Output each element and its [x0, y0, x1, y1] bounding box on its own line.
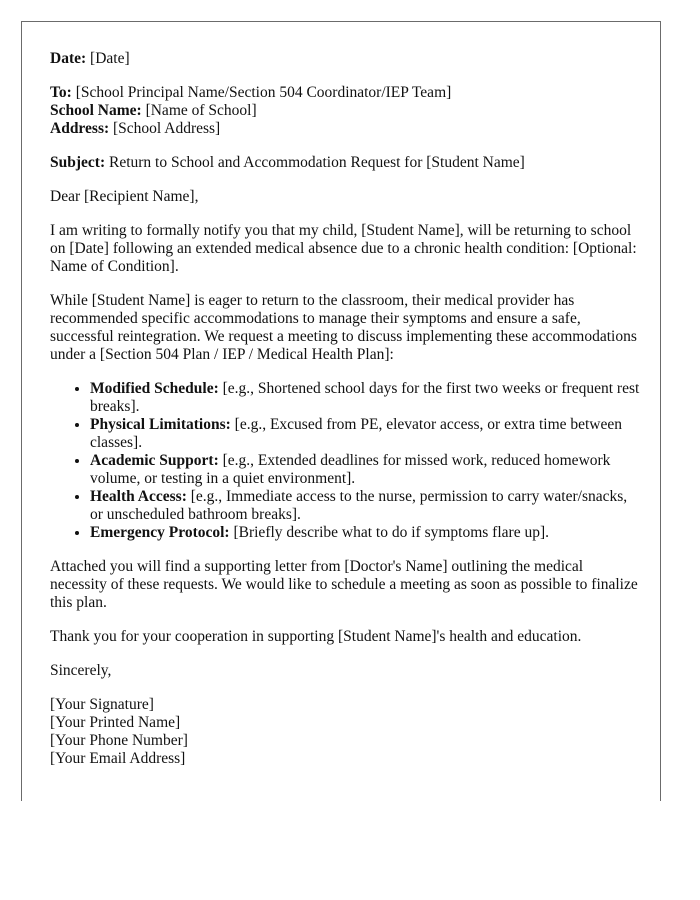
accommodation-label: Academic Support: [90, 452, 219, 469]
request-paragraph: While [Student Name] is eager to return to the classroom, their medical provider has recommended specific accommodations to manage their symptoms and ensure a safe, successful reintegration. We request a meeting to discuss implementing these accommodations under a [Section 504 Plan / IEP / Medical Health Plan]: [50, 292, 637, 363]
to-line [50, 84, 640, 102]
subject-value: Return to School and Accommodation Request for [Student Name] [108, 154, 525, 171]
subject-line [50, 154, 640, 172]
letter-content [50, 50, 640, 768]
attachment-paragraph: Attached you will find a supporting letter from [Doctor's Name] outlining the medical necessity of these requests. We would like to schedule a meeting as soon as possible to finalize this plan. [50, 558, 638, 611]
accommodation-item [90, 380, 640, 416]
address-label: Address: [50, 120, 110, 137]
to-label: To: [50, 84, 72, 101]
school-name-line [50, 102, 640, 120]
date-line [50, 50, 640, 68]
salutation: Dear [Recipient Name], [50, 188, 199, 205]
thanks-paragraph: Thank you for your cooperation in supporting [Student Name]'s health and education. [50, 628, 582, 645]
accommodation-text: [e.g., Immediate access to the nurse, permission to carry water/snacks, or unscheduled bathroom breaks]. [90, 488, 628, 523]
date-value: [Date] [90, 50, 130, 67]
accommodation-item [90, 416, 640, 452]
subject-label: Subject: [50, 154, 106, 171]
accommodation-item [90, 452, 640, 488]
accommodation-text: [e.g., Excused from PE, elevator access, or extra time between classes]. [90, 416, 623, 451]
phone-line: [Your Phone Number] [50, 732, 188, 749]
accommodation-item [90, 488, 640, 524]
accommodation-text: [e.g., Shortened school days for the first two weeks or frequent rest breaks]. [90, 380, 640, 415]
closing: Sincerely, [50, 662, 112, 679]
to-value: [School Principal Name/Section 504 Coordinator/IEP Team] [75, 84, 452, 101]
accommodation-list [50, 380, 640, 542]
date-label: Date: [50, 50, 87, 67]
printed-name-line: [Your Printed Name] [50, 714, 181, 731]
accommodation-item [90, 524, 640, 542]
school-name-value: [Name of School] [145, 102, 257, 119]
accommodation-label: Modified Schedule: [90, 380, 219, 397]
accommodation-label: Health Access: [90, 488, 187, 505]
recipient-block [50, 84, 640, 138]
email-line: [Your Email Address] [50, 750, 186, 767]
letter-page [21, 21, 661, 801]
intro-paragraph: I am writing to formally notify you that my child, [Student Name], will be returning to school on [Date] following an extended medical absence due to a chronic health condition: [Optional: Name of Condition]. [50, 222, 637, 275]
signature-block [50, 696, 640, 768]
accommodation-label: Emergency Protocol: [90, 524, 230, 541]
address-line [50, 120, 640, 138]
accommodation-text: [Briefly describe what to do if symptoms flare up]. [233, 524, 549, 541]
address-value: [School Address] [113, 120, 221, 137]
signature-line: [Your Signature] [50, 696, 154, 713]
accommodation-label: Physical Limitations: [90, 416, 231, 433]
school-name-label: School Name: [50, 102, 142, 119]
accommodation-text: [e.g., Extended deadlines for missed work, reduced homework volume, or testing in a quiet environment]. [90, 452, 611, 487]
